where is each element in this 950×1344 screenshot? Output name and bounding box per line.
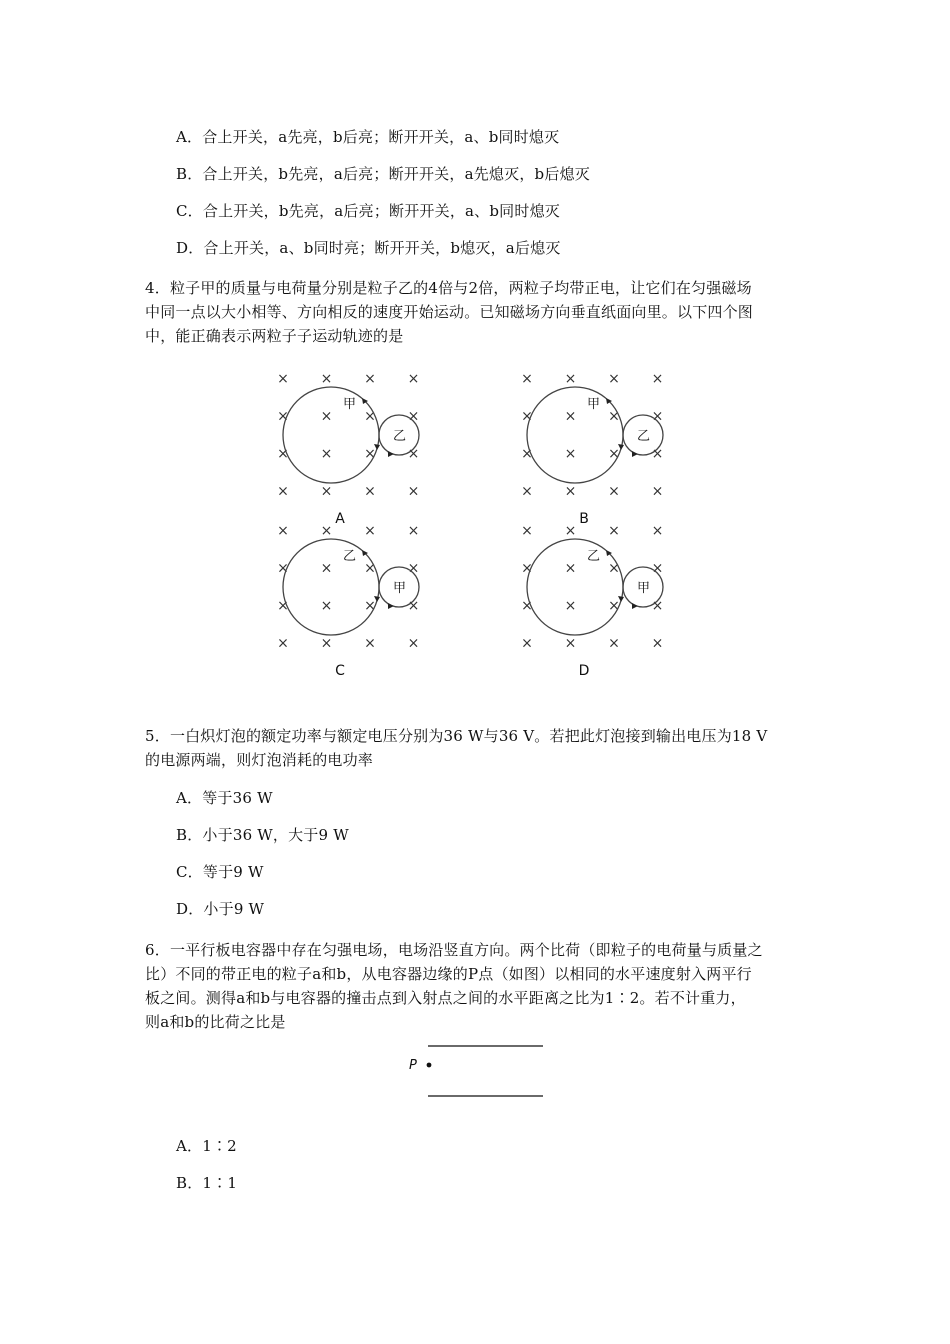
field-cross-panel-b: × — [521, 408, 533, 425]
q6-text-line-3: 板之间。测得a和b与电容器的撞击点到入射点之间的水平距离之比为1∶2。若不计重力， — [145, 989, 746, 1007]
field-cross-panel-a: × — [277, 408, 289, 425]
panel-caption-panel-c: C — [335, 663, 345, 679]
field-cross-panel-b: × — [608, 371, 620, 387]
field-cross-panel-c: × — [277, 635, 289, 652]
field-cross-panel-c: × — [320, 598, 333, 614]
field-cross-panel-a: × — [320, 408, 333, 425]
field-cross-panel-d: × — [521, 523, 533, 539]
field-cross-panel-d: × — [651, 560, 664, 577]
q6-text-line-2: 比）不同的带正电的粒子a和b，从电容器边缘的P点（如图）以相同的水平速度射入两平行 — [145, 965, 752, 983]
direction-arrow-panel-b — [632, 451, 638, 457]
field-cross-panel-c: × — [320, 635, 333, 652]
field-cross-panel-c: × — [320, 560, 333, 577]
field-cross-panel-d: × — [608, 598, 620, 614]
capacitor-figure — [400, 1038, 560, 1108]
field-cross-panel-d: × — [564, 560, 577, 577]
field-cross-panel-a: × — [277, 483, 289, 500]
q4-text-line-3: 中，能正确表示两粒子子运动轨迹的是 — [145, 327, 404, 345]
field-cross-panel-d: × — [521, 560, 533, 577]
field-cross-panel-b: × — [608, 483, 620, 500]
direction-arrow-panel-c — [388, 603, 394, 609]
q3-option-a: A．合上开关，a先亮，b后亮；断开开关，a、b同时熄灭 — [176, 128, 560, 146]
field-cross-panel-a: × — [407, 408, 420, 425]
field-cross-panel-c: × — [407, 598, 420, 614]
point-p-label: P — [409, 1058, 417, 1073]
q6-text-line-4: 则a和b的比荷之比是 — [145, 1013, 286, 1031]
big-particle-label-panel-b: 甲 — [587, 397, 601, 412]
field-cross-panel-c: × — [320, 523, 333, 539]
field-cross-panel-c: × — [364, 635, 376, 652]
field-cross-panel-b: × — [521, 371, 533, 387]
panel-caption-panel-b: B — [579, 511, 589, 527]
q5-option-c: C．等于9 W — [176, 863, 264, 881]
q4-text-line-1: 4．粒子甲的质量与电荷量分别是粒子乙的4倍与2倍，两粒子均带正电，让它们在匀强磁场 — [145, 279, 752, 297]
field-cross-panel-c: × — [407, 523, 420, 539]
field-cross-panel-b: × — [608, 446, 620, 462]
field-cross-panel-a: × — [277, 371, 289, 387]
panel-caption-panel-a: A — [335, 511, 345, 527]
small-particle-label-panel-b: 乙 — [637, 429, 651, 444]
field-cross-panel-a: × — [320, 371, 333, 387]
q3-option-c: C．合上开关，b先亮，a后亮；断开开关，a、b同时熄灭 — [176, 202, 560, 220]
q5-text-line-2: 的电源两端，则灯泡消耗的电功率 — [145, 751, 374, 769]
field-cross-panel-c: × — [407, 635, 420, 652]
field-cross-panel-d: × — [651, 523, 664, 539]
q6-option-b: B．1∶1 — [176, 1174, 238, 1192]
field-cross-panel-d: × — [608, 635, 620, 652]
field-cross-panel-d: × — [564, 523, 577, 539]
field-cross-panel-d: × — [651, 635, 664, 652]
point-p-dot — [427, 1063, 432, 1068]
q5-text-line-1: 5．一白炽灯泡的额定功率与额定电压分别为36 W与36 V。若把此灯泡接到输出电压为18 V — [145, 727, 768, 745]
field-cross-panel-b: × — [564, 408, 577, 425]
field-cross-panel-a: × — [364, 483, 376, 500]
field-cross-panel-a: × — [407, 446, 420, 462]
field-cross-panel-b: × — [564, 483, 577, 500]
field-cross-panel-b: × — [651, 408, 664, 425]
field-cross-panel-b: × — [651, 446, 664, 462]
small-particle-label-panel-c: 甲 — [393, 581, 407, 596]
field-cross-panel-d: × — [608, 560, 620, 577]
field-cross-panel-d: × — [651, 598, 664, 614]
field-cross-panel-c: × — [277, 598, 289, 614]
small-particle-label-panel-a: 乙 — [393, 429, 407, 444]
q6-option-a: A．1∶2 — [176, 1137, 237, 1155]
q3-option-d: D．合上开关，a、b同时亮；断开开关，b熄灭，a后熄灭 — [176, 239, 561, 257]
field-cross-panel-c: × — [277, 560, 289, 577]
field-cross-panel-d: × — [521, 598, 533, 614]
field-cross-panel-a: × — [320, 483, 333, 500]
q4-figure — [0, 360, 950, 700]
field-cross-panel-b: × — [564, 371, 577, 387]
field-cross-panel-d: × — [521, 635, 533, 652]
big-particle-label-panel-c: 乙 — [343, 549, 357, 564]
direction-arrow-panel-d — [632, 603, 638, 609]
field-cross-panel-a: × — [277, 446, 289, 462]
field-cross-panel-d: × — [564, 635, 577, 652]
field-cross-panel-c: × — [407, 560, 420, 577]
field-cross-panel-a: × — [364, 408, 376, 425]
field-cross-panel-a: × — [407, 371, 420, 387]
field-cross-panel-b: × — [521, 483, 533, 500]
field-cross-panel-b: × — [651, 371, 664, 387]
q6-text-line-1: 6．一平行板电容器中存在匀强电场，电场沿竖直方向。两个比荷（即粒子的电荷量与质量之 — [145, 941, 763, 959]
field-cross-panel-a: × — [364, 446, 376, 462]
small-particle-label-panel-d: 甲 — [637, 581, 651, 596]
field-cross-panel-c: × — [364, 598, 376, 614]
direction-arrow-panel-a — [388, 451, 394, 457]
big-particle-label-panel-d: 乙 — [587, 549, 601, 564]
q5-option-b: B．小于36 W，大于9 W — [176, 826, 349, 844]
q5-option-d: D．小于9 W — [176, 900, 265, 918]
q3-option-b: B．合上开关，b先亮，a后亮；断开开关，a先熄灭，b后熄灭 — [176, 165, 590, 183]
q5-option-a: A．等于36 W — [176, 789, 273, 807]
field-cross-panel-a: × — [364, 371, 376, 387]
field-cross-panel-d: × — [564, 598, 577, 614]
field-cross-panel-a: × — [407, 483, 420, 500]
field-cross-panel-d: × — [608, 523, 620, 539]
field-cross-panel-c: × — [364, 560, 376, 577]
field-cross-panel-b: × — [521, 446, 533, 462]
big-particle-label-panel-a: 甲 — [343, 397, 357, 412]
field-cross-panel-b: × — [608, 408, 620, 425]
panel-caption-panel-d: D — [578, 663, 590, 679]
field-cross-panel-a: × — [320, 446, 333, 462]
q4-text-line-2: 中同一点以大小相等、方向相反的速度开始运动。已知磁场方向垂直纸面向里。以下四个图 — [145, 303, 754, 321]
field-cross-panel-c: × — [364, 523, 376, 539]
field-cross-panel-c: × — [277, 523, 289, 539]
field-cross-panel-b: × — [651, 483, 664, 500]
field-cross-panel-b: × — [564, 446, 577, 462]
